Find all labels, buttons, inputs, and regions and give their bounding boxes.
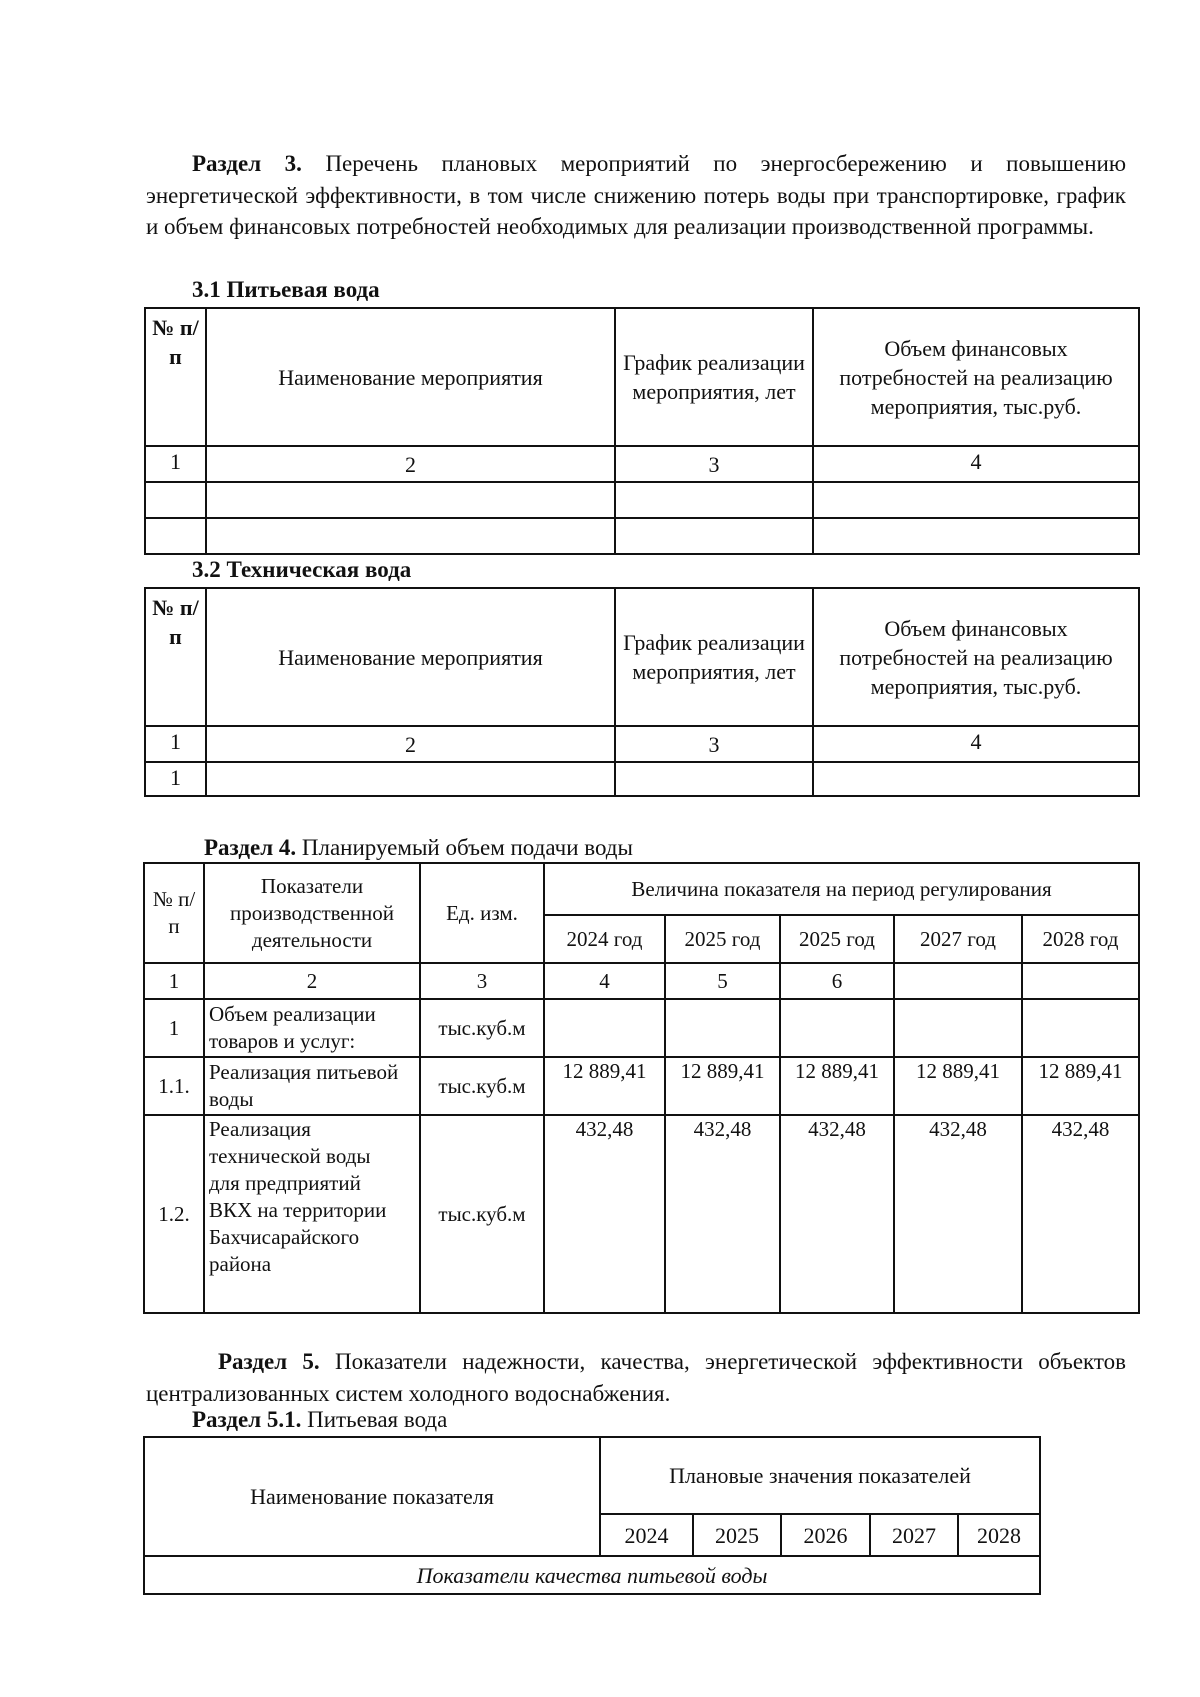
row-value: 12 889,41 <box>544 1057 665 1115</box>
header-name: Наименование мероприятия <box>206 308 615 446</box>
row-value <box>544 999 665 1057</box>
header-unit: Ед. изм. <box>420 863 544 963</box>
year-header: 2024 год <box>544 915 665 963</box>
row-value: 432,48 <box>894 1115 1022 1313</box>
header-schedule: График реализации мероприятия, лет <box>615 588 813 726</box>
row-value: 432,48 <box>544 1115 665 1313</box>
header-num: № п/п <box>145 588 206 726</box>
table-cell <box>813 762 1139 796</box>
year-header: 2024 <box>600 1514 693 1556</box>
col-number: 3 <box>615 446 813 482</box>
header-period: Величина показателя на период регулирования <box>544 863 1139 915</box>
header-schedule: График реализации мероприятия, лет <box>615 308 813 446</box>
header-num: № п/п <box>145 308 206 446</box>
row-value: 12 889,41 <box>894 1057 1022 1115</box>
table-cell <box>206 482 615 518</box>
row-num: 1.2. <box>144 1115 204 1313</box>
col-number: 2 <box>206 446 615 482</box>
table-cell <box>145 482 206 518</box>
year-header: 2025 год <box>780 915 894 963</box>
year-header: 2025 год <box>665 915 780 963</box>
col-number: 1 <box>145 726 206 762</box>
subsection-3-1-title: 3.1 Питьевая вода <box>192 277 380 302</box>
table-cell <box>615 482 813 518</box>
section4-text: Планируемый объем подачи воды <box>301 835 633 860</box>
section4-label: Раздел 4. <box>204 835 297 860</box>
row-name: Реализация технической воды для предприятий ВКХ на территории Бахчисарайского района <box>204 1115 420 1313</box>
row-value <box>780 999 894 1057</box>
col-number: 4 <box>813 446 1139 482</box>
row-name: Объем реализации товаров и услуг: <box>204 999 420 1057</box>
table-5-1 <box>143 1436 1041 1595</box>
col-number: 2 <box>206 726 615 762</box>
col-number: 3 <box>615 726 813 762</box>
year-header: 2026 <box>781 1514 870 1556</box>
section3-text: Перечень плановых мероприятий по энергосбережению и повышению энергетической эффективности, в том числе снижению потерь воды при транспортировке, график и объем финансовых потребностей необходимых для реализации производственной программы. <box>146 151 1127 239</box>
table-3-2 <box>144 587 1140 797</box>
row-name: Реализация питьевой воды <box>204 1057 420 1115</box>
table-row <box>144 1115 1139 1313</box>
row-value <box>1022 999 1139 1057</box>
table-row <box>144 1057 1139 1115</box>
header-plan-values: Плановые значения показателей <box>600 1437 1040 1514</box>
header-finance: Объем финансовых потребностей на реализацию мероприятия, тыс.руб. <box>813 308 1139 446</box>
section5-1-text: Питьевая вода <box>307 1407 448 1432</box>
row-num: 1 <box>144 999 204 1057</box>
section5-1-label: Раздел 5.1. <box>192 1407 302 1432</box>
table-cell <box>615 762 813 796</box>
section5-text: Показатели надежности, качества, энергетической эффективности объектов централизованных систем холодного водоснабжения. <box>146 1349 1127 1406</box>
subsection-3-2-title: 3.2 Техническая вода <box>192 557 412 582</box>
section4-title <box>204 834 633 862</box>
year-header: 2027 <box>870 1514 958 1556</box>
table-cell <box>615 518 813 554</box>
table-3-1 <box>144 307 1140 555</box>
header-indicator: Показатели производственной деятельности <box>204 863 420 963</box>
row-num: 1 <box>145 762 206 796</box>
col-number: 2 <box>204 963 420 999</box>
row-value: 12 889,41 <box>780 1057 894 1115</box>
row-value: 432,48 <box>780 1115 894 1313</box>
section3-paragraph <box>146 148 1126 243</box>
table-row <box>144 999 1139 1057</box>
row-unit: тыс.куб.м <box>420 1057 544 1115</box>
row-value <box>665 999 780 1057</box>
col-number: 4 <box>813 726 1139 762</box>
row-value <box>894 999 1022 1057</box>
col-number: 6 <box>780 963 894 999</box>
section5-1-title <box>192 1406 447 1434</box>
table-4 <box>143 862 1140 1314</box>
col-number: 3 <box>420 963 544 999</box>
row-unit: тыс.куб.м <box>420 999 544 1057</box>
table-cell <box>1022 963 1139 999</box>
row-value: 432,48 <box>665 1115 780 1313</box>
row-unit: тыс.куб.м <box>420 1115 544 1313</box>
table-cell <box>206 518 615 554</box>
table-cell <box>894 963 1022 999</box>
header-num: № п/п <box>144 863 204 963</box>
header-finance: Объем финансовых потребностей на реализацию мероприятия, тыс.руб. <box>813 588 1139 726</box>
section5-paragraph <box>146 1346 1126 1409</box>
table-cell <box>206 762 615 796</box>
col-number: 1 <box>144 963 204 999</box>
year-header: 2028 <box>958 1514 1040 1556</box>
table-cell <box>145 518 206 554</box>
row-value: 432,48 <box>1022 1115 1139 1313</box>
quality-section-row: Показатели качества питьевой воды <box>144 1556 1040 1594</box>
section3-label: Раздел 3. <box>192 151 302 176</box>
year-header: 2027 год <box>894 915 1022 963</box>
header-indicator-name: Наименование показателя <box>144 1437 600 1556</box>
year-header: 2025 <box>693 1514 781 1556</box>
table-cell <box>813 482 1139 518</box>
row-value: 12 889,41 <box>1022 1057 1139 1115</box>
header-name: Наименование мероприятия <box>206 588 615 726</box>
row-num: 1.1. <box>144 1057 204 1115</box>
col-number: 5 <box>665 963 780 999</box>
col-number: 4 <box>544 963 665 999</box>
section5-label: Раздел 5. <box>218 1349 320 1374</box>
row-value: 12 889,41 <box>665 1057 780 1115</box>
col-number: 1 <box>145 446 206 482</box>
table-cell <box>813 518 1139 554</box>
year-header: 2028 год <box>1022 915 1139 963</box>
